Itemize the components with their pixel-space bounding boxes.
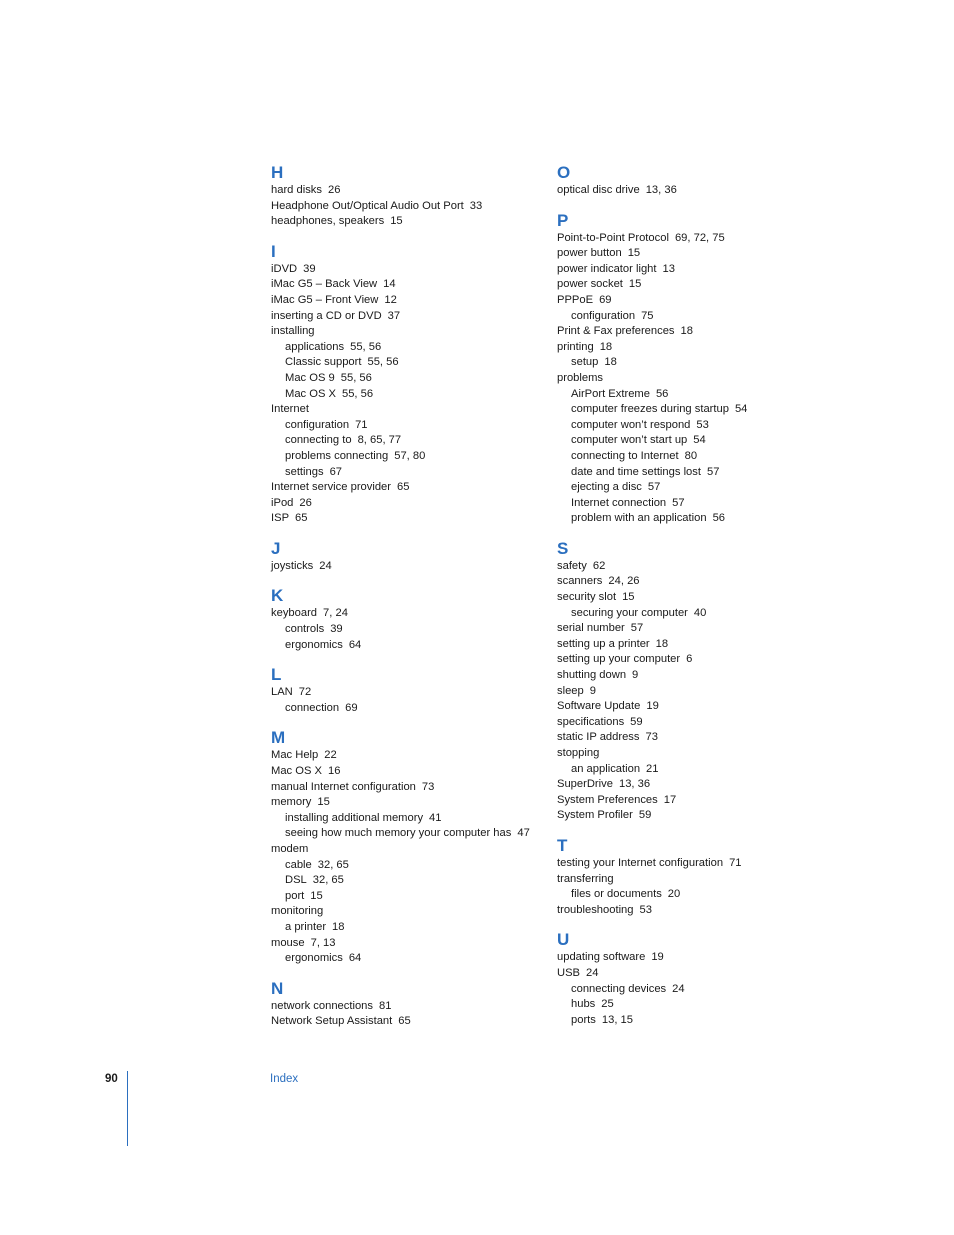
entry-pages: 9	[589, 684, 596, 697]
folio-divider	[127, 1071, 128, 1146]
entry-pages: 47	[517, 827, 530, 840]
index-subentry	[557, 387, 857, 403]
entry-pages: 39	[330, 623, 343, 636]
index-entry	[271, 606, 551, 622]
index-entry	[557, 872, 857, 888]
entry-term: controls	[285, 623, 325, 636]
entry-term: Internet service provider	[271, 481, 392, 494]
entry-term: Software Update	[557, 700, 641, 713]
entry-term: iMac G5 – Back View	[271, 278, 378, 291]
section-letter: L	[271, 665, 282, 685]
entry-term: scanners	[557, 575, 603, 588]
index-entry	[271, 496, 551, 512]
index-entry	[557, 183, 857, 199]
entry-term: System Preferences	[557, 793, 658, 806]
entry-pages: 39	[303, 262, 316, 275]
entry-term: configuration	[285, 418, 350, 431]
entry-pages: 59	[638, 809, 652, 822]
entry-pages: 26	[299, 496, 312, 509]
entry-term: power button	[557, 247, 622, 260]
entry-term: seeing how much memory your computer has	[285, 827, 512, 840]
index-subentry	[271, 371, 551, 387]
entry-term: sleep	[557, 684, 584, 697]
entry-pages: 7, 13	[310, 936, 336, 949]
index-entry	[271, 559, 551, 575]
index-subentry	[271, 387, 551, 403]
entry-pages: 62	[592, 559, 606, 572]
index-subentry	[557, 433, 857, 449]
entry-pages: 73	[645, 731, 658, 744]
index-section	[557, 163, 857, 199]
index-entry	[557, 637, 857, 653]
entry-term: printing	[557, 340, 594, 353]
index-section	[271, 665, 551, 716]
index-subentry	[557, 606, 857, 622]
entry-term: Mac OS X	[285, 387, 336, 400]
index-subentry	[271, 638, 551, 654]
entry-term: headphones, speakers	[271, 215, 385, 228]
entry-pages: 18	[680, 325, 693, 338]
index-entry	[271, 402, 551, 418]
index-entry	[557, 559, 857, 575]
index-subentry	[271, 920, 551, 936]
entry-term: date and time settings lost	[571, 465, 701, 478]
index-entry	[271, 199, 551, 215]
index-entry	[557, 324, 857, 340]
entry-pages: 41	[429, 811, 442, 824]
entry-term: computer freezes during startup	[571, 403, 729, 416]
entry-term: Mac OS 9	[285, 371, 335, 384]
index-section	[557, 836, 857, 918]
entry-pages: 9	[632, 669, 639, 682]
entry-pages: 16	[327, 765, 341, 778]
entry-pages: 55, 56	[350, 340, 382, 353]
entry-pages: 15	[622, 591, 635, 604]
section-letter: J	[271, 538, 281, 558]
entry-pages: 81	[379, 999, 392, 1012]
index-entry	[557, 793, 857, 809]
entry-term: testing your Internet configuration	[557, 856, 724, 869]
entry-term: optical disc drive	[557, 184, 640, 196]
index-entry	[557, 574, 857, 590]
entry-pages: 40	[693, 606, 707, 619]
index-subentry	[271, 433, 551, 449]
entry-pages: 24	[319, 559, 332, 572]
index-subentry	[271, 826, 551, 842]
section-letter: M	[271, 728, 286, 748]
index-subentry	[271, 340, 551, 356]
index-subentry	[271, 858, 551, 874]
index-section	[271, 728, 551, 966]
index-entry	[557, 293, 857, 309]
index-entry	[557, 699, 857, 715]
index-subentry	[271, 701, 551, 717]
entry-term: Network Setup Assistant	[271, 1015, 393, 1028]
entry-term: iPod	[271, 496, 294, 509]
index-subentry	[557, 355, 857, 371]
entry-term: monitoring	[271, 905, 324, 918]
entry-pages: 15	[317, 796, 330, 809]
entry-pages: 55, 56	[341, 387, 374, 400]
entry-pages: 19	[651, 951, 664, 964]
entry-pages: 8, 65, 77	[357, 434, 402, 447]
index-subentry	[557, 309, 857, 325]
entry-term: joysticks	[271, 559, 314, 572]
index-entry	[271, 842, 551, 858]
entry-pages: 12	[384, 293, 397, 306]
entry-pages: 26	[328, 184, 341, 196]
entry-pages: 18	[599, 340, 613, 353]
entry-term: setting up your computer	[557, 653, 681, 666]
entry-term: safety	[557, 559, 587, 572]
entry-pages: 15	[390, 215, 403, 228]
entry-pages: 57	[647, 481, 661, 494]
entry-pages: 56	[655, 387, 669, 400]
index-column-left	[271, 163, 551, 1042]
entry-pages: 69, 72, 75	[674, 231, 725, 244]
entry-term: keyboard	[271, 607, 318, 620]
index-entry	[557, 340, 857, 356]
page-number: 90	[105, 1073, 118, 1085]
entry-pages: 69	[599, 293, 612, 306]
index-entry	[557, 966, 857, 982]
index-subentry	[271, 622, 551, 638]
entry-term: iMac G5 – Front View	[271, 293, 379, 306]
entry-pages: 13, 15	[601, 1013, 633, 1026]
entry-pages: 55, 56	[340, 371, 372, 384]
entry-term: mouse	[271, 936, 305, 949]
index-subentry	[557, 418, 857, 434]
entry-pages: 32, 65	[312, 874, 344, 887]
index-section	[271, 163, 551, 230]
entry-term: LAN	[271, 686, 293, 699]
entry-term: connecting to Internet	[571, 449, 679, 462]
entry-pages: 24, 26	[608, 575, 640, 588]
entry-pages: 7, 24	[323, 607, 348, 620]
index-subentry	[557, 511, 857, 527]
entry-term: files or documents	[571, 888, 662, 901]
entry-pages: 65	[295, 512, 308, 525]
entry-term: USB	[557, 966, 581, 979]
index-entry	[271, 511, 551, 527]
entry-pages: 75	[641, 309, 654, 322]
entry-term: problem with an application	[571, 512, 707, 525]
entry-pages: 57	[630, 622, 644, 635]
index-subentry	[271, 465, 551, 481]
entry-pages: 32, 65	[317, 858, 349, 871]
index-entry	[557, 621, 857, 637]
entry-term: hard disks	[271, 184, 322, 196]
entry-term: securing your computer	[571, 606, 688, 619]
index-entry	[271, 795, 551, 811]
entry-term: Internet	[271, 403, 309, 416]
entry-pages: 20	[667, 888, 681, 901]
index-entry	[557, 652, 857, 668]
entry-pages: 72	[298, 686, 312, 699]
index-entry	[557, 777, 857, 793]
entry-pages: 24	[672, 982, 685, 995]
entry-term: configuration	[571, 309, 636, 322]
entry-pages: 25	[601, 998, 614, 1011]
index-subentry	[271, 873, 551, 889]
index-subentry	[557, 449, 857, 465]
index-entry	[557, 730, 857, 746]
entry-term: SuperDrive	[557, 778, 613, 791]
entry-pages: 80	[684, 449, 698, 462]
entry-term: power indicator light	[557, 262, 657, 275]
entry-term: computer won’t respond	[571, 418, 691, 431]
index-subentry	[557, 1013, 857, 1029]
entry-term: specifications	[557, 715, 625, 728]
entry-term: computer won’t start up	[571, 434, 688, 447]
entry-pages: 54	[693, 434, 706, 447]
entry-term: ergonomics	[285, 638, 343, 651]
entry-pages: 54	[734, 403, 748, 416]
index-entry	[557, 715, 857, 731]
entry-term: problems	[557, 371, 604, 384]
index-section	[557, 930, 857, 1028]
entry-pages: 71	[729, 856, 742, 869]
entry-term: problems connecting	[285, 449, 389, 462]
entry-pages: 13, 36	[618, 778, 651, 791]
entry-pages: 17	[663, 793, 677, 806]
index-subentry	[271, 889, 551, 905]
index-entry	[271, 764, 551, 780]
entry-pages: 15	[627, 247, 641, 260]
section-letter: N	[271, 978, 284, 998]
entry-term: transferring	[557, 872, 614, 885]
entry-term: serial number	[557, 622, 625, 635]
index-subentry	[557, 402, 857, 418]
index-entry	[557, 277, 857, 293]
entry-term: security slot	[557, 591, 617, 604]
index-entry	[557, 856, 857, 872]
index-subentry	[271, 811, 551, 827]
index-entry	[271, 904, 551, 920]
entry-pages: 73	[421, 780, 435, 793]
entry-term: ejecting a disc	[571, 481, 642, 494]
section-letter: P	[557, 210, 569, 230]
entry-term: AirPort Extreme	[571, 387, 650, 400]
entry-term: connecting devices	[571, 982, 667, 995]
entry-term: connection	[285, 701, 340, 714]
index-entry	[557, 746, 857, 762]
entry-pages: 13, 36	[645, 184, 677, 196]
entry-term: Print & Fax preferences	[557, 325, 675, 338]
entry-term: port	[285, 889, 305, 902]
index-entry	[271, 309, 551, 325]
entry-term: network connections	[271, 999, 373, 1012]
entry-term: inserting a CD or DVD	[271, 309, 382, 322]
entry-pages: 14	[383, 278, 396, 291]
entry-pages: 65	[397, 481, 410, 494]
index-subentry	[557, 997, 857, 1013]
entry-pages: 21	[646, 762, 659, 775]
index-subentry	[271, 418, 551, 434]
entry-term: modem	[271, 843, 309, 855]
entry-pages: 69	[345, 701, 358, 714]
entry-term: Internet connection	[571, 496, 667, 509]
section-letter: K	[271, 586, 284, 606]
index-subentry	[271, 951, 551, 967]
index-entry	[271, 480, 551, 496]
entry-term: settings	[285, 465, 324, 478]
entry-pages: 53	[639, 903, 652, 916]
entry-term: Classic support	[285, 356, 362, 369]
entry-term: System Profiler	[557, 809, 633, 822]
entry-term: memory	[271, 796, 312, 809]
index-subentry	[557, 762, 857, 778]
entry-pages: 15	[628, 278, 642, 291]
entry-term: a printer	[285, 920, 327, 933]
index-entry	[557, 808, 857, 824]
index-entry	[271, 183, 551, 199]
entry-term: connecting to	[285, 434, 352, 447]
index-subentry	[271, 449, 551, 465]
entry-pages: 59	[630, 715, 643, 728]
entry-term: installing	[271, 325, 315, 338]
entry-pages: 24	[586, 966, 599, 979]
index-entry	[557, 590, 857, 606]
section-letter: I	[271, 241, 276, 261]
index-entry	[557, 262, 857, 278]
index-entry	[271, 685, 551, 701]
section-letter: U	[557, 930, 570, 950]
entry-pages: 53	[696, 418, 709, 431]
entry-term: manual Internet configuration	[271, 780, 416, 793]
entry-pages: 37	[387, 309, 401, 322]
index-section	[271, 242, 551, 527]
index-subentry	[557, 480, 857, 496]
index-section	[557, 211, 857, 527]
entry-term: Headphone Out/Optical Audio Out Port	[271, 199, 464, 212]
index-entry	[271, 262, 551, 278]
entry-pages: 57	[706, 465, 720, 478]
index-entry	[271, 999, 551, 1015]
entry-pages: 33	[469, 199, 483, 212]
index-section	[557, 539, 857, 824]
entry-term: installing additional memory	[285, 811, 424, 824]
entry-term: troubleshooting	[557, 903, 634, 916]
index-column-right	[557, 163, 857, 1040]
section-letter: H	[271, 163, 284, 182]
entry-term: Mac Help	[271, 749, 319, 762]
index-entry	[557, 684, 857, 700]
entry-pages: 71	[355, 418, 368, 431]
entry-pages: 22	[324, 749, 337, 762]
index-subentry	[557, 887, 857, 903]
entry-term: ports	[571, 1013, 596, 1026]
entry-term: an application	[571, 762, 641, 775]
entry-pages: 13	[662, 262, 675, 275]
entry-term: Mac OS X	[271, 765, 322, 778]
entry-term: stopping	[557, 747, 600, 759]
entry-pages: 67	[329, 465, 343, 478]
index-subentry	[557, 982, 857, 998]
index-section	[271, 979, 551, 1030]
index-subentry	[557, 496, 857, 512]
section-letter: S	[557, 538, 569, 558]
index-subentry	[271, 355, 551, 371]
index-entry	[271, 1014, 551, 1030]
index-entry	[271, 293, 551, 309]
index-entry	[271, 936, 551, 952]
entry-term: setting up a printer	[557, 637, 650, 650]
index-section	[271, 539, 551, 575]
entry-pages: 65	[398, 1015, 411, 1028]
entry-term: PPPoE	[557, 293, 594, 306]
entry-term: DSL	[285, 874, 307, 887]
entry-term: applications	[285, 340, 345, 353]
entry-term: shutting down	[557, 669, 627, 682]
entry-term: updating software	[557, 951, 646, 964]
entry-pages: 57	[672, 496, 685, 509]
index-entry	[557, 246, 857, 262]
entry-pages: 18	[604, 356, 617, 369]
index-entry	[557, 903, 857, 919]
entry-term: hubs	[571, 998, 596, 1011]
entry-pages: 6	[686, 653, 693, 666]
index-entry	[557, 231, 857, 247]
index-entry	[271, 324, 551, 340]
entry-term: static IP address	[557, 731, 640, 744]
index-entry	[557, 950, 857, 966]
entry-pages: 18	[332, 920, 345, 933]
index-section	[271, 586, 551, 653]
index-entry	[271, 214, 551, 230]
index-entry	[271, 780, 551, 796]
index-subentry	[557, 465, 857, 481]
entry-pages: 19	[646, 700, 659, 713]
entry-term: power socket	[557, 278, 623, 291]
index-entry	[557, 668, 857, 684]
entry-term: cable	[285, 858, 312, 871]
section-letter: O	[557, 163, 571, 182]
entry-pages: 55, 56	[367, 356, 399, 369]
entry-term: setup	[571, 356, 599, 369]
running-head: Index	[270, 1073, 299, 1085]
section-letter: T	[557, 835, 568, 855]
index-entry	[271, 277, 551, 293]
entry-term: Point-to-Point Protocol	[557, 231, 669, 244]
entry-pages: 64	[348, 952, 362, 965]
entry-pages: 57, 80	[394, 449, 426, 462]
entry-term: iDVD	[271, 262, 298, 275]
entry-pages: 15	[310, 889, 323, 902]
entry-pages: 64	[348, 638, 362, 651]
entry-term: ISP	[271, 512, 290, 525]
index-entry	[271, 748, 551, 764]
entry-pages: 18	[655, 637, 669, 650]
entry-term: ergonomics	[285, 952, 343, 965]
index-entry	[557, 371, 857, 387]
entry-pages: 56	[712, 512, 726, 525]
